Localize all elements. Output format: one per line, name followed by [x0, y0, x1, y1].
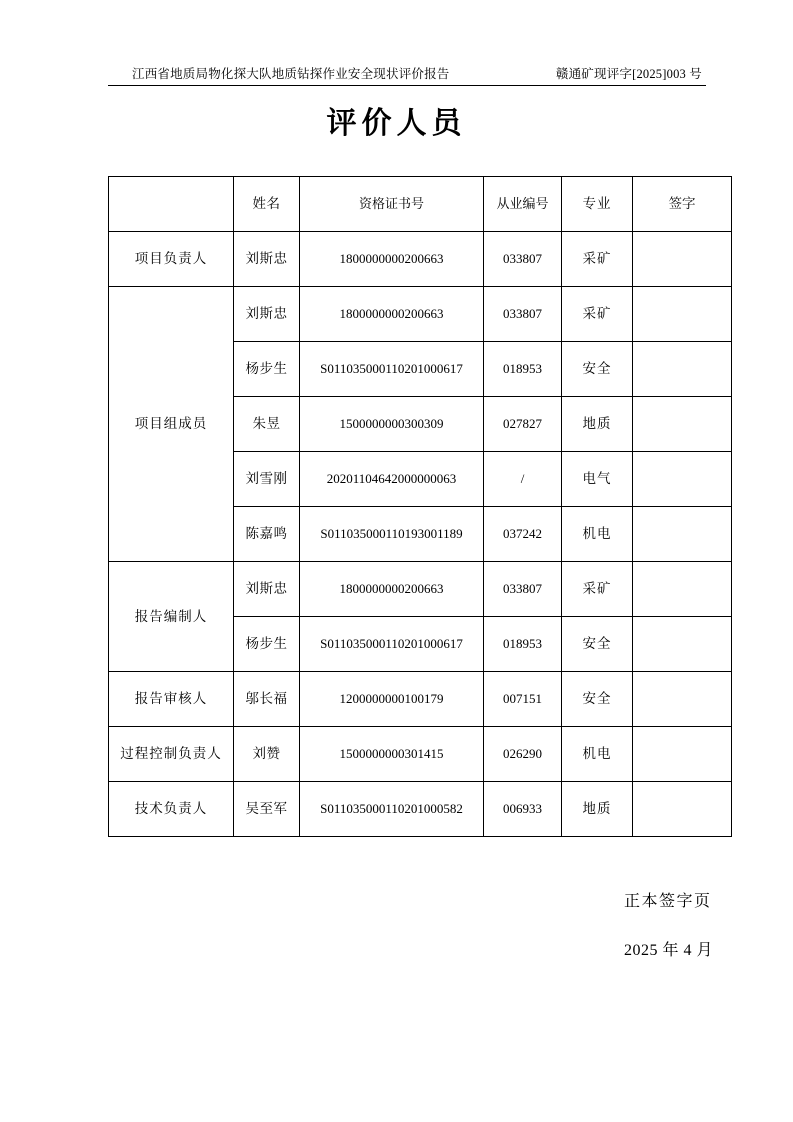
cell-cert-no: 1200000000100179 [300, 672, 484, 727]
table-row [109, 232, 732, 287]
cell-cert-no: 1800000000200663 [300, 232, 484, 287]
cell-major: 机电 [562, 507, 633, 562]
cell-signature [633, 727, 732, 782]
cell-cert-no: 1500000000301415 [300, 727, 484, 782]
cell-name: 陈嘉鸣 [234, 507, 300, 562]
cell-emp-no: 033807 [484, 287, 562, 342]
cell-cert-no: S011035000110193001189 [300, 507, 484, 562]
cell-cert-no: 1500000000300309 [300, 397, 484, 452]
cell-emp-no: 018953 [484, 617, 562, 672]
cell-cert-no: S011035000110201000617 [300, 617, 484, 672]
table-header-row [109, 177, 732, 232]
cell-major: 安全 [562, 672, 633, 727]
cell-cert-no: 1800000000200663 [300, 287, 484, 342]
page-bottom-edge [0, 1116, 793, 1122]
cell-name: 刘赞 [234, 727, 300, 782]
cell-signature [633, 287, 732, 342]
table-row [109, 727, 732, 782]
personnel-table-body [109, 177, 732, 837]
cell-major: 采矿 [562, 232, 633, 287]
cell-role: 项目负责人 [109, 232, 234, 287]
table-row [109, 672, 732, 727]
table-row [109, 782, 732, 837]
cell-name: 杨步生 [234, 617, 300, 672]
cell-emp-no: 006933 [484, 782, 562, 837]
cell-name: 刘斯忠 [234, 287, 300, 342]
cell-name: 杨步生 [234, 342, 300, 397]
cell-signature [633, 342, 732, 397]
cell-signature [633, 452, 732, 507]
cell-role: 报告审核人 [109, 672, 234, 727]
cell-name: 邬长福 [234, 672, 300, 727]
cell-signature [633, 397, 732, 452]
header-report-title: 江西省地质局物化探大队地质钻探作业安全现状评价报告 [132, 67, 450, 81]
signature-page-label: 正本签字页 [623, 893, 712, 910]
cell-role: 过程控制负责人 [109, 727, 234, 782]
cell-major: 安全 [562, 342, 633, 397]
cell-major: 采矿 [562, 287, 633, 342]
cell-signature [633, 507, 732, 562]
table-row [109, 562, 732, 617]
running-header [108, 64, 706, 86]
cell-emp-no: / [484, 452, 562, 507]
column-header-emp-no: 从业编号 [484, 177, 562, 232]
cell-role: 报告编制人 [109, 562, 234, 672]
cell-major: 电气 [562, 452, 633, 507]
footer-block [624, 888, 713, 960]
cell-emp-no: 026290 [484, 727, 562, 782]
cell-signature [633, 617, 732, 672]
cell-name: 刘斯忠 [234, 562, 300, 617]
cell-major: 机电 [562, 727, 633, 782]
cell-emp-no: 033807 [484, 232, 562, 287]
cell-signature [633, 672, 732, 727]
header-document-number: 赣通矿现评字[2025]003 号 [555, 67, 702, 81]
cell-major: 地质 [562, 782, 633, 837]
cell-major: 地质 [562, 397, 633, 452]
cell-emp-no: 007151 [484, 672, 562, 727]
cell-role: 项目组成员 [109, 287, 234, 562]
column-header-role [109, 177, 234, 232]
footer-date: 2025 年 4 月 [623, 942, 713, 959]
cell-signature [633, 782, 732, 837]
cell-name: 吴至军 [234, 782, 300, 837]
cell-major: 安全 [562, 617, 633, 672]
cell-name: 刘斯忠 [234, 232, 300, 287]
cell-cert-no: S011035000110201000582 [300, 782, 484, 837]
column-header-signature: 签字 [633, 177, 732, 232]
cell-major: 采矿 [562, 562, 633, 617]
cell-signature [633, 232, 732, 287]
cell-name: 刘雪刚 [234, 452, 300, 507]
cell-cert-no: S011035000110201000617 [300, 342, 484, 397]
cell-emp-no: 018953 [484, 342, 562, 397]
personnel-table [108, 176, 732, 837]
cell-cert-no: 20201104642000000063 [300, 452, 484, 507]
column-header-cert-no: 资格证书号 [300, 177, 484, 232]
cell-emp-no: 033807 [484, 562, 562, 617]
cell-name: 朱昱 [234, 397, 300, 452]
cell-emp-no: 027827 [484, 397, 562, 452]
cell-emp-no: 037242 [484, 507, 562, 562]
personnel-table-container [108, 176, 713, 837]
cell-cert-no: 1800000000200663 [300, 562, 484, 617]
cell-role: 技术负责人 [109, 782, 234, 837]
page-title: 评价人员 [326, 107, 467, 140]
column-header-major: 专业 [562, 177, 633, 232]
column-header-name: 姓名 [234, 177, 300, 232]
cell-signature [633, 562, 732, 617]
table-row [109, 287, 732, 342]
